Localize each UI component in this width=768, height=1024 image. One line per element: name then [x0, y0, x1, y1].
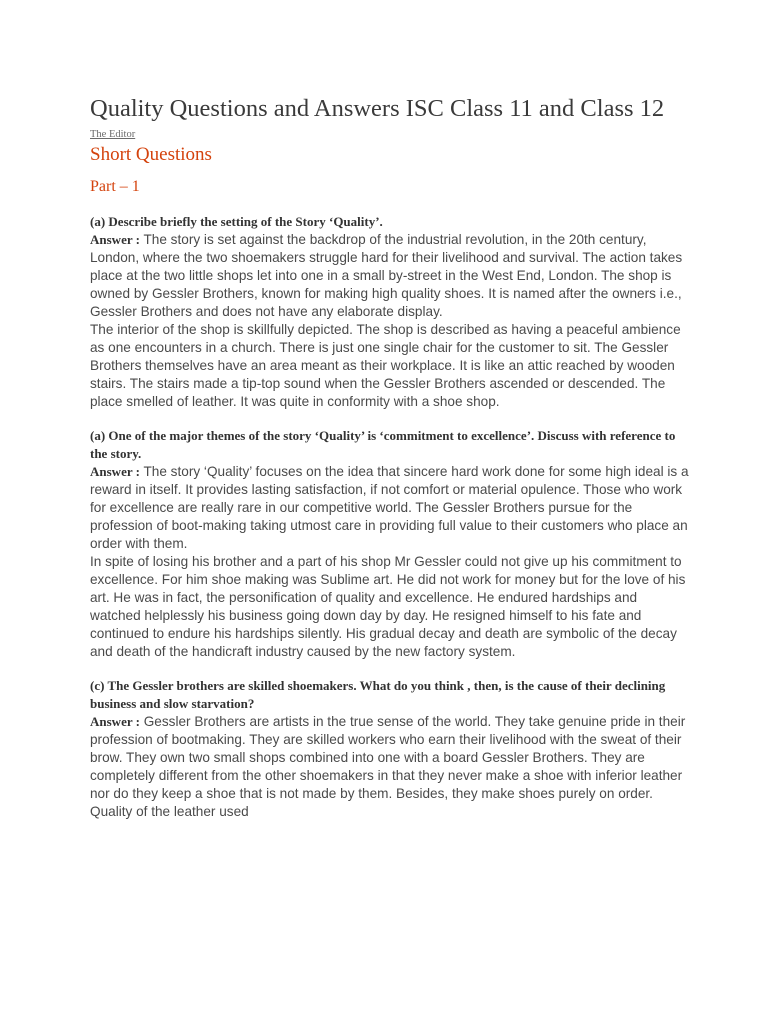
- answer-paragraph: [90, 713, 690, 821]
- article-title: Quality Questions and Answers ISC Class 11 and Class 12: [90, 95, 665, 122]
- answer-text: The story ‘Quality’ focuses on the idea that sincere hard work done for some high ideal is a reward in itself. It provides lasting satisfaction, if not comfort or material opulence. Those who work for excellence are really rare in our competitive world. The Gessler Brothers pursue for the profession of boot-making taking utmost care in providing full value to their customers who place an order with them.: [90, 464, 689, 551]
- part-heading: Part – 1: [90, 178, 140, 195]
- qa-block-3: [90, 677, 690, 821]
- answer-paragraph: [90, 463, 690, 553]
- answer-continuation: In spite of losing his brother and a part of his shop Mr Gessler could not give up his commitment to excellence. For him shoe making was Sublime art. He did not work for money but for the love of his art. He was in fact, the personification of quality and excellence. He endured hardships and watched helplessly his business going down day by day. He resigned himself to his fate and continued to endure his hardships silently. His gradual decay and death are symbolic of the decay and death of the handicraft industry caused by the new factory system.: [90, 554, 686, 659]
- answer-label: Answer :: [90, 464, 140, 479]
- question-text: (a) One of the major themes of the story ‘Quality’ is ‘commitment to excellence’. Discuss with reference to the story.: [90, 428, 676, 461]
- answer-text: Gessler Brothers are artists in the true sense of the world. They take genuine pride in their profession of bootmaking. They are skilled workers who earn their livelihood with the sweat of their brow. They own two small shops combined into one with a board Gessler Brothers. They are completely different from the other shoemakers in that they never make a shoe with inferior leather nor do they keep a shoe that is not made by them. Besides, they make shoes purely on order. Quality of the leather used: [90, 714, 686, 819]
- answer-text: The story is set against the backdrop of the industrial revolution, in the 20th century, London, where the two shoemakers struggle hard for their livelihood and survival. The action takes place at the two little shops let into one in a small by-street in the West End, London. The shop is owned by Gessler Brothers, known for making high quality shoes. It is named after the owners i.e., Gessler Brothers and does not have any elaborate display.: [90, 232, 683, 319]
- answer-label: Answer :: [90, 232, 140, 247]
- section-heading: Short Questions: [90, 144, 212, 165]
- article: [90, 94, 690, 821]
- qa-block-1: [90, 213, 690, 411]
- question-text: (a) Describe briefly the setting of the Story ‘Quality’.: [90, 214, 383, 229]
- question-text: (c) The Gessler brothers are skilled shoemakers. What do you think , then, is the cause of their declining business and slow starvation?: [90, 678, 666, 711]
- qa-block-2: [90, 427, 690, 661]
- answer-continuation: The interior of the shop is skillfully depicted. The shop is described as having a peaceful ambience as one encounters in a church. There is just one single chair for the customer to sit. The Gessler Brothers themselves have an area meant as their workplace. It is like an attic reached by wooden stairs. The stairs made a tip-top sound when the Gessler Brothers ascended or descended. The place smelled of leather. It was quite in conformity with a shoe shop.: [90, 322, 681, 409]
- author-link[interactable]: The Editor: [90, 129, 136, 140]
- answer-label: Answer :: [90, 714, 140, 729]
- answer-paragraph: [90, 231, 690, 321]
